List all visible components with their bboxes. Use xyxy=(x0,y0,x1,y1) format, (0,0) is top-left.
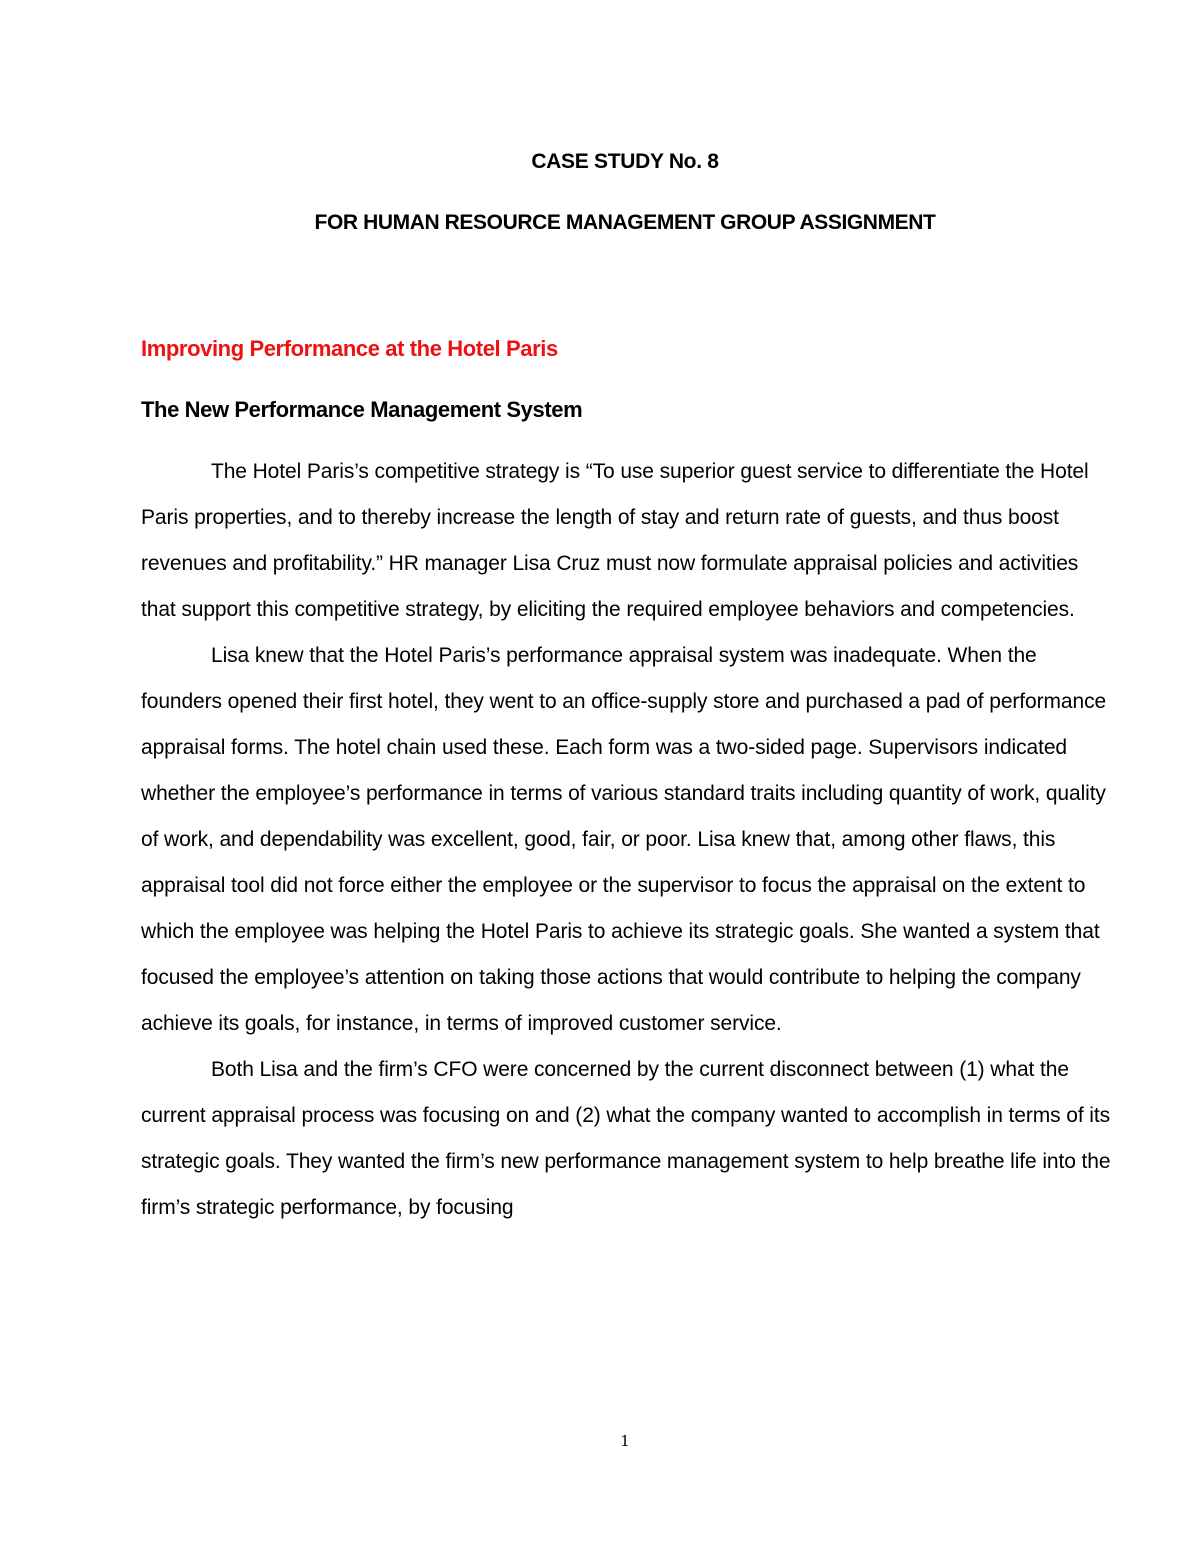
subsection-heading: The New Performance Management System xyxy=(141,397,583,422)
paragraph: Both Lisa and the firm’s CFO were concerned by the current disconnect between (1) what the current appraisal process was focusing on and (2) what the company wanted to accomplish in terms of its strategic goals. They wanted the firm’s new performance management system to help breathe life into the firm’s strategic performance, by focusing xyxy=(141,1058,1111,1219)
paragraph: The Hotel Paris’s competitive strategy is “To use superior guest service to differentiate the Hotel Paris properties, and to thereby increase the length of stay and return rate of guests, and thus boost revenues and profitability.” HR manager Lisa Cruz must now formulate appraisal policies and activities that support this competitive strategy, by eliciting the required employee behaviors and competencies. xyxy=(141,460,1089,621)
paragraph: Lisa knew that the Hotel Paris’s performance appraisal system was inadequate. When the founders opened their first hotel, they went to an office-supply store and purchased a pad of performance appraisal forms. The hotel chain used these. Each form was a two-sided page. Supervisors indicated whether the employee’s performance in terms of various standard traits including quantity of work, quality of work, and dependability was excellent, good, fair, or poor. Lisa knew that, among other flaws, this appraisal tool did not force either the employee or the supervisor to focus the appraisal on the extent to which the employee was helping the Hotel Paris to achieve its strategic goals. She wanted a system that focused the employee’s attention on taking those actions that would contribute to helping the company achieve its goals, for instance, in terms of improved customer service. xyxy=(141,644,1107,1035)
case-study-title: CASE STUDY No. 8 xyxy=(531,150,719,173)
assignment-title: FOR HUMAN RESOURCE MANAGEMENT GROUP ASSIGNMENT xyxy=(314,211,936,234)
section-heading: Improving Performance at the Hotel Paris xyxy=(141,336,558,361)
page-number: 1 xyxy=(620,1432,630,1450)
body-text xyxy=(141,449,1116,1231)
